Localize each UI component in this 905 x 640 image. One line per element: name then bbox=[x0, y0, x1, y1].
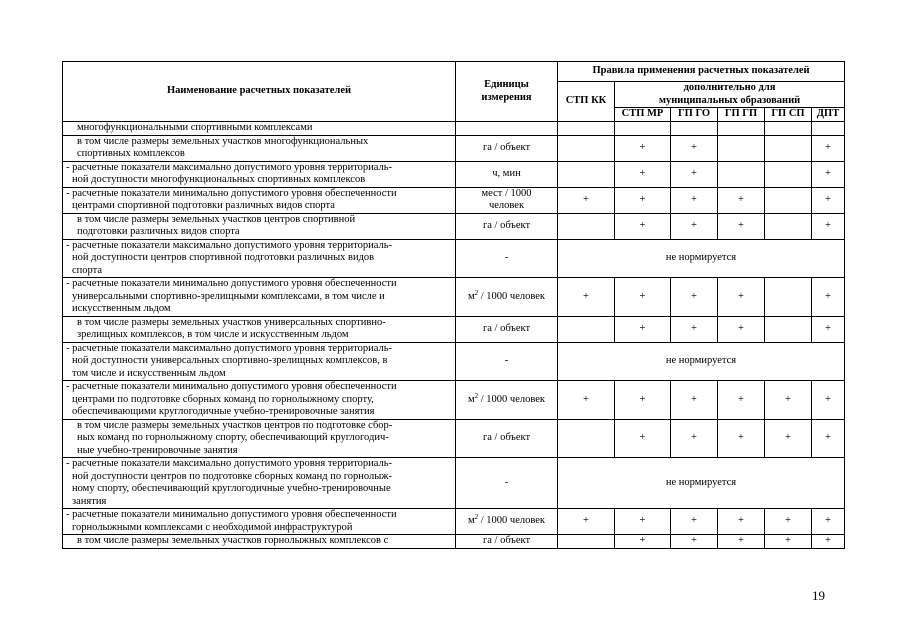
applicability-mark: + bbox=[765, 381, 812, 420]
applicability-mark bbox=[765, 213, 812, 239]
table-row bbox=[63, 187, 845, 213]
header-name: Наименование расчетных показателей bbox=[63, 62, 456, 122]
table-row bbox=[63, 458, 845, 509]
unit-cell: $м^2 / 1000$ человек bbox=[456, 381, 558, 420]
indicator-name: - расчетные показатели минимально допустимого уровня обеспеченности центрами по подготовке сборных команд по горнолыжному спорту, обеспечивающими круглогодичные учебно-тренировочные занятия bbox=[63, 381, 456, 420]
applicability-mark: + bbox=[812, 419, 845, 458]
table-row bbox=[63, 381, 845, 420]
not-normalized-cell: не нормируется bbox=[558, 342, 845, 381]
applicability-mark: + bbox=[718, 381, 765, 420]
header-gp-gp: ГП ГП bbox=[718, 108, 765, 122]
applicability-mark: + bbox=[671, 135, 718, 161]
applicability-mark: + bbox=[812, 381, 845, 420]
table-row bbox=[63, 161, 845, 187]
applicability-mark: + bbox=[671, 535, 718, 549]
header-units: Единицы измерения bbox=[456, 62, 558, 122]
not-normalized-cell: не нормируется bbox=[558, 458, 845, 509]
applicability-mark: + bbox=[671, 509, 718, 535]
indicator-name: в том числе размеры земельных участков горнолыжных комплексов с bbox=[63, 535, 456, 549]
table-row bbox=[63, 316, 845, 342]
applicability-mark: + bbox=[615, 135, 671, 161]
applicability-mark: + bbox=[812, 187, 845, 213]
applicability-mark bbox=[558, 135, 615, 161]
applicability-mark: + bbox=[718, 509, 765, 535]
header-gp-sp: ГП СП bbox=[765, 108, 812, 122]
applicability-mark: + bbox=[671, 213, 718, 239]
applicability-mark: + bbox=[765, 419, 812, 458]
applicability-mark: + bbox=[812, 135, 845, 161]
applicability-mark: + bbox=[671, 187, 718, 213]
indicator-name: - расчетные показатели минимально допустимого уровня обеспеченности универсальными спортивно-зрелищными комплексами, в том числе и искусственным льдом bbox=[63, 278, 456, 317]
applicability-mark bbox=[558, 316, 615, 342]
applicability-mark: + bbox=[671, 161, 718, 187]
applicability-mark: + bbox=[671, 278, 718, 317]
applicability-mark bbox=[765, 316, 812, 342]
header-municipal: дополнительно для муниципальных образований bbox=[615, 82, 845, 108]
table-row bbox=[63, 122, 845, 136]
indicator-name: - расчетные показатели минимально допустимого уровня обеспеченности центрами спортивной подготовки различных видов спорта bbox=[63, 187, 456, 213]
unit-cell: га / объект bbox=[456, 316, 558, 342]
header-stp-kk: СТП КК bbox=[558, 82, 615, 122]
indicator-name: - расчетные показатели максимально допустимого уровня территориаль- ной доступности центров спортивной подготовки различных видов спорта bbox=[63, 239, 456, 278]
indicator-name: - расчетные показатели максимально допустимого уровня территориаль- ной доступности многофункциональных спортивных комплексов bbox=[63, 161, 456, 187]
applicability-mark: + bbox=[718, 535, 765, 549]
applicability-mark: + bbox=[812, 316, 845, 342]
unit-cell: - bbox=[456, 239, 558, 278]
applicability-mark bbox=[765, 135, 812, 161]
indicator-name: в том числе размеры земельных участков центров спортивной подготовки различных видов спорта bbox=[63, 213, 456, 239]
applicability-mark bbox=[765, 161, 812, 187]
applicability-mark: + bbox=[615, 278, 671, 317]
page-number: 19 bbox=[812, 588, 825, 603]
unit-cell: мест / 1000 человек bbox=[456, 187, 558, 213]
unit-cell: $м^2 / 1000$ человек bbox=[456, 509, 558, 535]
unit-cell: ч, мин bbox=[456, 161, 558, 187]
applicability-mark bbox=[558, 419, 615, 458]
table-row bbox=[63, 239, 845, 278]
indicator-name: в том числе размеры земельных участков центров по подготовке сбор- ных команд по горнолыжному спорту, обеспечивающий круглогодич- ные учебно-тренировочные занятия bbox=[63, 419, 456, 458]
header-stp-mr: СТП МР bbox=[615, 108, 671, 122]
applicability-mark: + bbox=[558, 509, 615, 535]
unit-cell: га / объект bbox=[456, 135, 558, 161]
applicability-mark bbox=[718, 161, 765, 187]
table-row bbox=[63, 135, 845, 161]
indicator-name: в том числе размеры земельных участков многофункциональных спортивных комплексов bbox=[63, 135, 456, 161]
table-row bbox=[63, 509, 845, 535]
applicability-mark: + bbox=[671, 419, 718, 458]
applicability-mark: + bbox=[718, 213, 765, 239]
table-row bbox=[63, 278, 845, 317]
indicator-name: в том числе размеры земельных участков универсальных спортивно- зрелищных комплексов, в том числе и искусственным льдом bbox=[63, 316, 456, 342]
applicability-mark: + bbox=[718, 316, 765, 342]
applicability-mark: + bbox=[615, 419, 671, 458]
unit-cell: - bbox=[456, 458, 558, 509]
applicability-mark bbox=[671, 122, 718, 136]
applicability-mark: + bbox=[558, 278, 615, 317]
unit-cell: $м^2 / 1000$ человек bbox=[456, 278, 558, 317]
applicability-mark: + bbox=[671, 381, 718, 420]
applicability-mark: + bbox=[615, 187, 671, 213]
applicability-mark: + bbox=[765, 535, 812, 549]
applicability-mark: + bbox=[812, 278, 845, 317]
indicator-name: - расчетные показатели минимально допустимого уровня обеспеченности горнолыжными комплексами с необходимой инфраструктурой bbox=[63, 509, 456, 535]
applicability-mark: + bbox=[615, 381, 671, 420]
applicability-mark: + bbox=[812, 161, 845, 187]
applicability-mark: + bbox=[812, 213, 845, 239]
applicability-mark: + bbox=[558, 381, 615, 420]
applicability-mark bbox=[812, 122, 845, 136]
applicability-mark: + bbox=[718, 278, 765, 317]
unit-cell: га / объект bbox=[456, 213, 558, 239]
applicability-mark: + bbox=[615, 509, 671, 535]
applicability-mark bbox=[765, 122, 812, 136]
applicability-mark: + bbox=[718, 419, 765, 458]
applicability-mark bbox=[558, 213, 615, 239]
applicability-mark: + bbox=[558, 187, 615, 213]
table-row bbox=[63, 535, 845, 549]
indicator-name: - расчетные показатели максимально допустимого уровня территориаль- ной доступности универсальных спортивно-зрелищных комплексов, в том числе и искусственным льдом bbox=[63, 342, 456, 381]
header-gp-go: ГП ГО bbox=[671, 108, 718, 122]
applicability-mark: + bbox=[671, 316, 718, 342]
applicability-mark bbox=[765, 278, 812, 317]
applicability-mark bbox=[558, 122, 615, 136]
applicability-mark: + bbox=[812, 509, 845, 535]
indicators-table bbox=[62, 61, 845, 549]
applicability-mark bbox=[558, 535, 615, 549]
indicator-name: многофункциональными спортивными комплексами bbox=[63, 122, 456, 136]
unit-cell: га / объект bbox=[456, 419, 558, 458]
applicability-mark: + bbox=[615, 213, 671, 239]
applicability-mark bbox=[615, 122, 671, 136]
header-dpt: ДПТ bbox=[812, 108, 845, 122]
applicability-mark: + bbox=[615, 161, 671, 187]
applicability-mark: + bbox=[812, 535, 845, 549]
applicability-mark: + bbox=[615, 316, 671, 342]
table-row bbox=[63, 213, 845, 239]
indicator-name: - расчетные показатели максимально допустимого уровня территориаль- ной доступности центров по подготовке сборных команд по горнолыж- ному спорту, обеспечивающий круглогодичные учебно-тренировочные занятия bbox=[63, 458, 456, 509]
applicability-mark: + bbox=[765, 509, 812, 535]
applicability-mark: + bbox=[615, 535, 671, 549]
not-normalized-cell: не нормируется bbox=[558, 239, 845, 278]
applicability-mark bbox=[718, 135, 765, 161]
table-row bbox=[63, 419, 845, 458]
unit-cell: - bbox=[456, 342, 558, 381]
unit-cell bbox=[456, 122, 558, 136]
applicability-mark: + bbox=[718, 187, 765, 213]
applicability-mark bbox=[765, 187, 812, 213]
applicability-mark bbox=[718, 122, 765, 136]
table-row bbox=[63, 342, 845, 381]
header-rules-group: Правила применения расчетных показателей bbox=[558, 62, 845, 82]
unit-cell: га / объект bbox=[456, 535, 558, 549]
applicability-mark bbox=[558, 161, 615, 187]
